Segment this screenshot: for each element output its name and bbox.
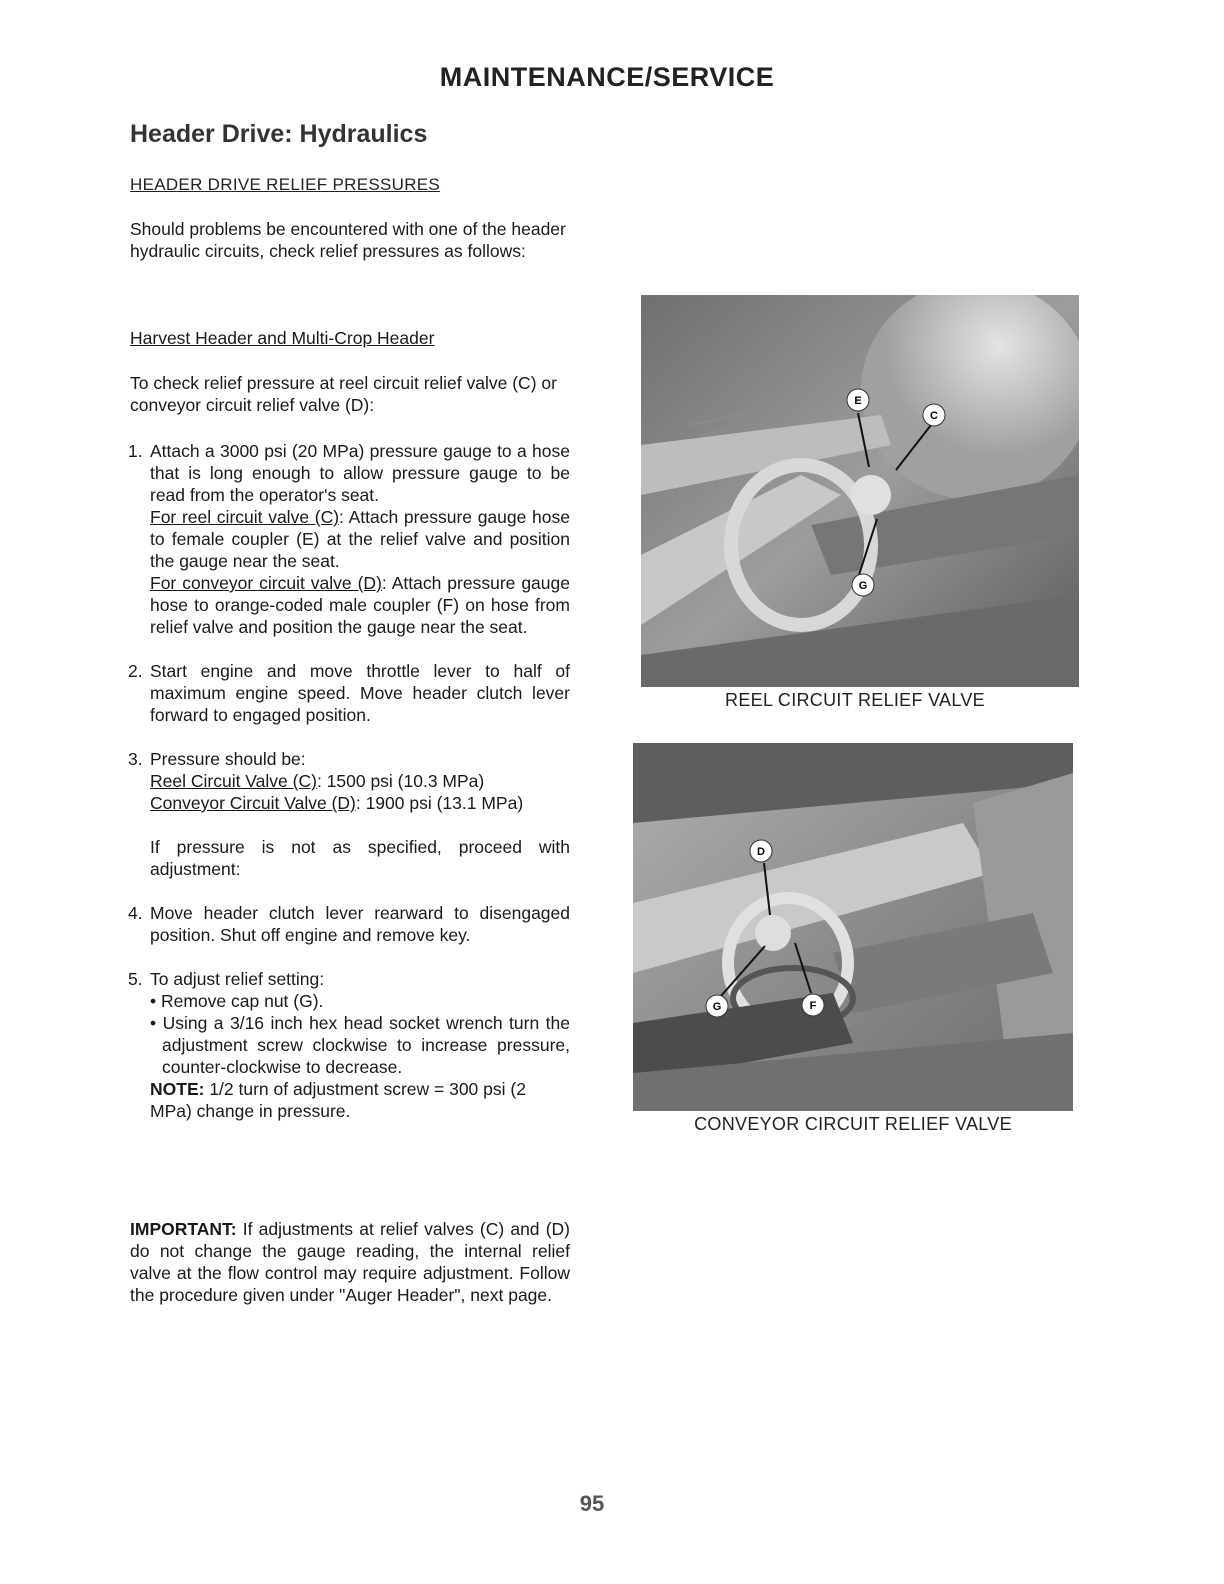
step-2 (128, 660, 570, 726)
conveyor-pressure-spec (150, 792, 570, 814)
callout-g: G (858, 580, 868, 592)
harvest-header-heading: Harvest Header and Multi-Crop Header (130, 328, 435, 348)
conveyor-valve-photo (633, 743, 1073, 1111)
step-conveyor-instruction (150, 572, 570, 638)
step-text: To adjust relief setting: (150, 969, 325, 989)
important-label: IMPORTANT: (130, 1219, 237, 1239)
step-number: 1. (128, 441, 143, 461)
note-label: NOTE: (150, 1079, 205, 1099)
step-reel-instruction (150, 506, 570, 572)
reel-valve-illustration (641, 295, 1079, 687)
step-number: 2. (128, 661, 143, 681)
reel-valve-label: For reel circuit valve (C) (150, 507, 340, 527)
callout-f: F (809, 1000, 817, 1012)
intro-paragraph: Should problems be encountered with one of the header hydraulic circuits, check relief pressures as follows: (130, 219, 566, 261)
reel-pressure-label: Reel Circuit Valve (C) (150, 771, 317, 791)
section-title: Header Drive: Hydraulics (130, 120, 428, 148)
callout-c: C (930, 410, 938, 422)
conveyor-pressure-label: Conveyor Circuit Valve (D) (150, 793, 356, 813)
conveyor-valve-illustration (633, 743, 1073, 1111)
adjustment-note (150, 1078, 570, 1122)
step-text: Start engine and move throttle lever to half of maximum engine speed. Move header clutch lever forward to engaged position. (150, 661, 570, 725)
note-text: 1/2 turn of adjustment screw = 300 psi (2 MPa) change in pressure. (150, 1079, 526, 1121)
callout-e: E (854, 395, 862, 407)
step-number: 3. (128, 749, 143, 769)
bullet-item: • Remove cap nut (G). (150, 991, 324, 1011)
subsection-title: HEADER DRIVE RELIEF PRESSURES (130, 175, 441, 194)
reel-pressure-value: : 1500 psi (10.3 MPa) (316, 771, 485, 791)
callout-d: D (757, 846, 765, 858)
conveyor-valve-label: For conveyor circuit valve (D) (150, 573, 382, 593)
page-title: MAINTENANCE/SERVICE (439, 62, 775, 92)
reel-figure-caption: REEL CIRCUIT RELIEF VALVE (725, 690, 985, 710)
important-note (130, 1218, 570, 1306)
conveyor-pressure-value: : 1900 psi (13.1 MPa) (355, 793, 524, 813)
step-1 (128, 440, 570, 638)
reel-valve-photo (641, 295, 1079, 687)
page-number: 95 (579, 1491, 605, 1516)
step-text: Pressure should be: (150, 749, 306, 769)
step-number: 5. (128, 969, 143, 989)
step-3 (128, 748, 570, 880)
reel-valve-text: : Attach pressure gauge hose to female coupler (E) at the relief valve and position the gauge near the seat. (150, 507, 570, 571)
step-5 (128, 968, 570, 1122)
step-number: 4. (128, 903, 143, 923)
step-text: Move header clutch lever rearward to disengaged position. Shut off engine and remove key. (150, 903, 570, 945)
step-note: If pressure is not as specified, proceed with adjustment: (150, 837, 570, 879)
procedure-steps (128, 440, 570, 1144)
reel-pressure-spec (150, 770, 570, 792)
conveyor-figure-caption: CONVEYOR CIRCUIT RELIEF VALVE (694, 1114, 1012, 1134)
step-text: Attach a 3000 psi (20 MPa) pressure gauge to a hose that is long enough to allow pressure gauge to be read from the operator's seat. (150, 441, 570, 505)
conveyor-valve-text: : Attach pressure gauge hose to orange-coded male coupler (F) on hose from relief valve and position the gauge near the seat. (150, 573, 570, 637)
step-4 (128, 902, 570, 946)
harvest-intro-paragraph: To check relief pressure at reel circuit relief valve (C) or conveyor circuit relief valve (D): (130, 373, 557, 415)
important-text: If adjustments at relief valves (C) and (D) do not change the gauge reading, the internal relief valve at the flow control may require adjustment. Follow the procedure given under "Auger Header", next page. (130, 1219, 570, 1305)
bullet-item: • Using a 3/16 inch hex head socket wrench turn the adjustment screw clockwise to increase pressure, counter-clockwise to decrease. (150, 1013, 570, 1077)
callout-g: G (712, 1001, 722, 1013)
